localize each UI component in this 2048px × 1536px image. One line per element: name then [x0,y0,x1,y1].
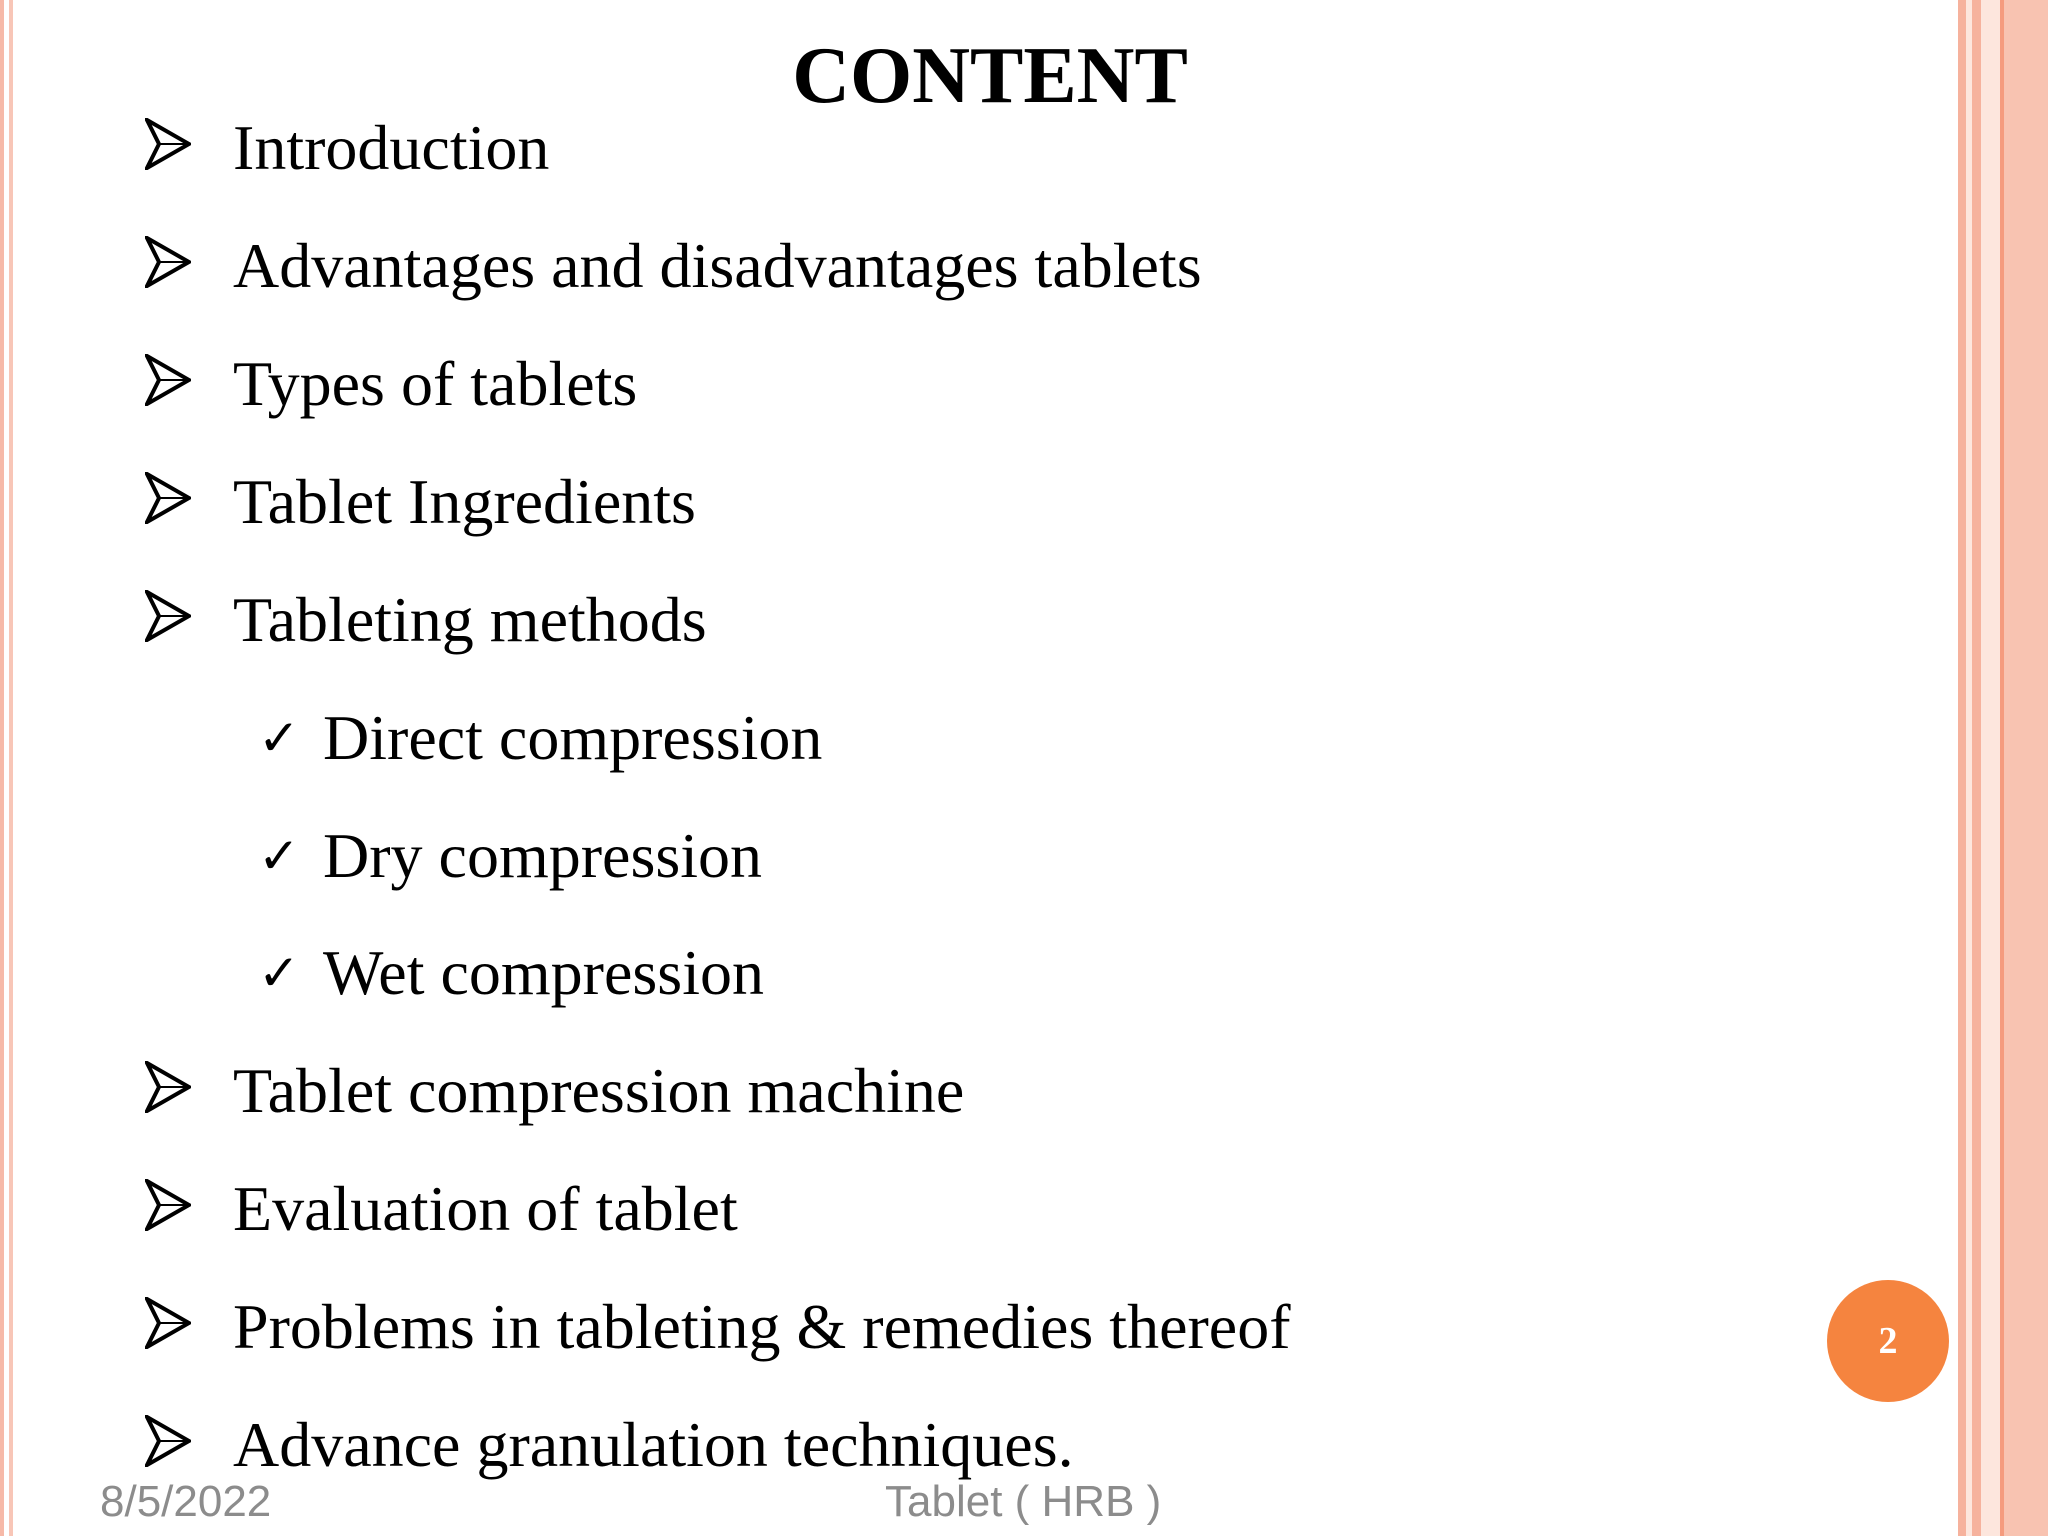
right-border-band [1981,0,2000,1536]
list-item [0,690,1950,800]
arrowhead-bullet-icon [145,1415,195,1471]
arrowhead-bullet-icon [145,590,195,646]
list-item-label: Tableting methods [233,584,707,655]
list-item-label: Evaluation of tablet [233,1173,738,1244]
list-item [0,218,1950,328]
arrowhead-bullet-icon [145,472,195,528]
page-number-badge: 2 [1827,1280,1949,1402]
list-item-label: Introduction [233,112,550,183]
slide-title: CONTENT [792,32,1188,120]
footer-title: Tablet ( HRB ) [885,1477,1162,1526]
checkmark-icon: ✓ [258,944,300,1002]
list-item [0,1161,1950,1271]
right-border-band [2004,0,2048,1536]
arrowhead-bullet-icon [145,1179,195,1235]
list-item [0,808,1950,918]
sub-item-label: Wet compression [323,937,764,1008]
list-item [0,925,1950,1035]
list-item [0,454,1950,564]
checkmark-icon: ✓ [258,709,300,767]
list-item-label: Advantages and disadvantages tablets [233,230,1202,301]
list-item-label: Problems in tableting & remedies thereof [233,1291,1291,1362]
list-item-label: Types of tablets [233,348,638,419]
list-item-label: Advance granulation techniques. [233,1409,1074,1480]
sub-item-label: Direct compression [323,702,823,773]
list-item [0,336,1950,446]
arrowhead-bullet-icon [145,1061,195,1117]
checkmark-icon: ✓ [258,827,300,885]
arrowhead-bullet-icon [145,118,195,174]
right-border-band [1972,0,1981,1536]
list-item-label: Tablet compression machine [233,1055,965,1126]
list-item-label: Tablet Ingredients [233,466,696,537]
list-item [0,100,1950,210]
list-item [0,1043,1950,1153]
list-item [0,572,1950,682]
sub-item-label: Dry compression [323,820,763,891]
arrowhead-bullet-icon [145,1297,195,1353]
arrowhead-bullet-icon [145,236,195,292]
list-item [0,1279,1950,1389]
arrowhead-bullet-icon [145,354,195,410]
footer-date: 8/5/2022 [100,1477,272,1526]
right-border-band [1958,0,1966,1536]
